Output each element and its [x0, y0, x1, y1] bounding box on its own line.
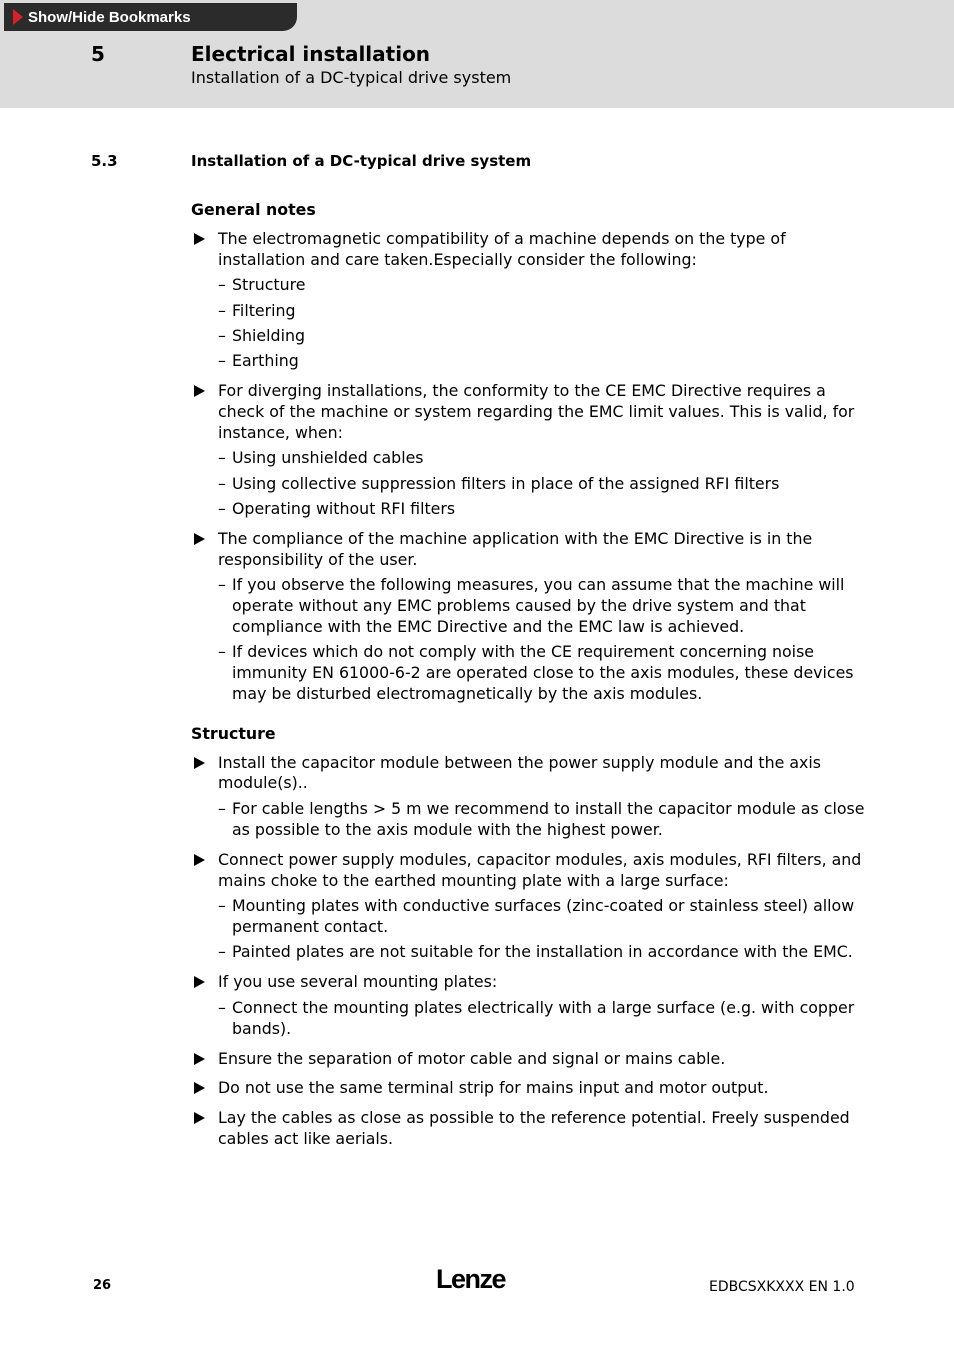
bookmarks-label: Show/Hide Bookmarks: [28, 8, 191, 26]
sub-list: [218, 275, 871, 372]
bullet-triangle-icon: [194, 385, 205, 397]
dash-marker: –: [218, 642, 226, 662]
sub-item-text: Using collective suppression filters in place of the assigned RFI filters: [232, 473, 780, 493]
bullet-item: [191, 850, 871, 963]
bullet-triangle-icon: [194, 1053, 205, 1065]
bullet-item: [191, 529, 871, 705]
sub-item-text: Shielding: [232, 325, 305, 345]
bullet-text: The compliance of the machine application with the EMC Directive is in the responsibility of the user.: [218, 528, 813, 569]
bullet-item: [191, 381, 871, 520]
sub-item: [218, 301, 871, 322]
bullet-text: Lay the cables as close as possible to the reference potential. Freely suspended cables act like aerials.: [218, 1108, 850, 1148]
bullet-item: [191, 1108, 871, 1150]
sub-item-text: Connect the mounting plates electrically with a large surface (e.g. with copper bands).: [232, 998, 855, 1038]
sub-item: [218, 575, 871, 637]
dash-marker: –: [218, 275, 226, 295]
sub-list: [218, 575, 871, 704]
sub-item-text: Structure: [232, 275, 306, 295]
dash-marker: –: [218, 325, 226, 345]
sub-item-text: Earthing: [232, 351, 299, 371]
show-hide-bookmarks-button[interactable]: [4, 3, 297, 31]
bullet-item: [191, 229, 871, 372]
bullet-triangle-icon: [194, 757, 205, 769]
sub-item-text: Mounting plates with conductive surfaces (zinc-coated or stainless steel) allow permanent contact.: [232, 896, 855, 937]
dash-marker: –: [218, 942, 226, 962]
bullet-text: Install the capacitor module between the power supply module and the axis module(s)..: [218, 752, 821, 793]
general-notes-heading: General notes: [191, 200, 316, 219]
bullet-item: [191, 1078, 871, 1099]
bullet-text: Connect power supply modules, capacitor modules, axis modules, RFI filters, and mains choke to the earthed mounting plate with a large surface:: [218, 849, 862, 890]
bullet-text: For diverging installations, the conformity to the CE EMC Directive requires a check of the machine or system regarding the EMC limit values. This is valid, for instance, when:: [218, 381, 855, 442]
sub-list: [218, 896, 871, 963]
dash-marker: –: [218, 351, 226, 371]
structure-list: [191, 753, 871, 1150]
dash-marker: –: [218, 499, 226, 519]
sub-item-text: Operating without RFI filters: [232, 499, 456, 519]
page-number: 26: [93, 1278, 112, 1293]
sub-list: [218, 998, 871, 1040]
page-header: [0, 0, 954, 108]
sub-item-text: Using unshielded cables: [232, 448, 424, 468]
sub-item: [218, 499, 871, 520]
page-content: [191, 200, 871, 1150]
bullet-text: Do not use the same terminal strip for mains input and motor output.: [218, 1078, 769, 1098]
sub-item: [218, 998, 871, 1040]
bullet-item: [191, 1049, 871, 1070]
dash-marker: –: [218, 896, 226, 916]
bullet-text: If you use several mounting plates:: [218, 972, 498, 992]
chapter-subtitle: Installation of a DC-typical drive system: [191, 68, 512, 87]
bullet-triangle-icon: [194, 533, 205, 545]
lenze-logo: Lenze: [436, 1264, 506, 1294]
sub-item: [218, 799, 871, 841]
structure-heading: Structure: [191, 723, 276, 743]
bullet-triangle-icon: [194, 854, 205, 866]
sub-item: [218, 896, 871, 938]
sub-item-text: If you observe the following measures, you can assume that the machine will operate without any EMC problems caused by the drive system and that compliance with the EMC Directive and the EMC law is achieved.: [232, 575, 845, 637]
sub-item-text: If devices which do not comply with the CE requirement concerning noise immunity EN 61000-6-2 are operated close to the axis modules, these devices may be disturbed electromagnetically by the axis modules.: [232, 642, 854, 703]
triangle-right-icon: [13, 9, 23, 25]
dash-marker: –: [218, 998, 226, 1017]
bullet-text: Ensure the separation of motor cable and signal or mains cable.: [218, 1048, 726, 1068]
bullet-triangle-icon: [194, 233, 205, 245]
section-number: 5.3: [91, 152, 118, 170]
bullet-triangle-icon: [194, 976, 205, 988]
sub-item-text: Painted plates are not suitable for the installation in accordance with the EMC.: [232, 942, 853, 962]
bullet-text: The electromagnetic compatibility of a machine depends on the type of installation and care taken.Especially consider the following:: [218, 228, 786, 269]
sub-item: [218, 326, 871, 347]
dash-marker: –: [218, 473, 226, 493]
dash-marker: –: [218, 448, 226, 468]
bullet-triangle-icon: [194, 1082, 205, 1094]
sub-item-text: Filtering: [232, 300, 296, 320]
bullet-triangle-icon: [194, 1112, 205, 1124]
sub-item: [218, 448, 871, 469]
dash-marker: –: [218, 799, 226, 819]
chapter-number: 5: [91, 42, 105, 66]
bullet-item: [191, 753, 871, 841]
sub-item: [218, 942, 871, 963]
sub-item: [218, 351, 871, 372]
sub-item: [218, 474, 871, 495]
sub-list: [218, 799, 871, 841]
chapter-title: Electrical installation: [191, 42, 431, 66]
sub-item: [218, 275, 871, 296]
section-title: Installation of a DC-typical drive system: [191, 152, 532, 170]
document-id: EDBCSXKXXX EN 1.0: [709, 1279, 855, 1295]
bullet-item: [191, 972, 871, 1039]
general-notes-list: [191, 229, 871, 705]
dash-marker: –: [218, 575, 226, 595]
sub-item-text: For cable lengths > 5 m we recommend to install the capacitor module as close as possible to the axis module with the highest power.: [232, 799, 865, 839]
sub-list: [218, 448, 871, 519]
dash-marker: –: [218, 300, 226, 320]
sub-item: [218, 642, 871, 704]
